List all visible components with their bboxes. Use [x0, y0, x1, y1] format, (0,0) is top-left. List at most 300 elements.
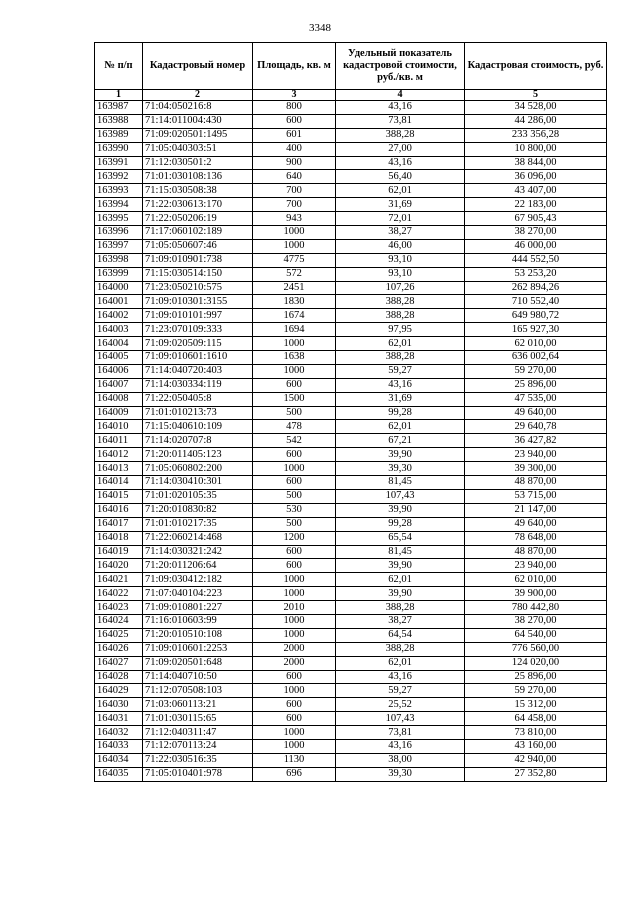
area-value: 600: [253, 448, 336, 462]
cadastral-number: 71:20:010830:82: [143, 503, 253, 517]
cadastral-number: 71:14:040710:50: [143, 670, 253, 684]
row-index: 163998: [95, 253, 143, 267]
cadastral-value: 48 870,00: [465, 545, 607, 559]
row-index: 164014: [95, 476, 143, 490]
table-row: [95, 767, 607, 781]
row-index: 163991: [95, 156, 143, 170]
table-row: [95, 712, 607, 726]
column-number-row: [95, 90, 607, 101]
table-header: [95, 43, 607, 101]
table-row: [95, 670, 607, 684]
area-value: 696: [253, 767, 336, 781]
unit-rate-value: 43,16: [336, 156, 465, 170]
area-value: 600: [253, 114, 336, 128]
header-area: Площадь, кв. м: [253, 43, 336, 90]
area-value: 600: [253, 476, 336, 490]
table-row: [95, 698, 607, 712]
unit-rate-value: 38,00: [336, 753, 465, 767]
unit-rate-value: 64,54: [336, 628, 465, 642]
cadastral-value: 165 927,30: [465, 323, 607, 337]
table-row: [95, 503, 607, 517]
area-value: 601: [253, 128, 336, 142]
unit-rate-value: 31,69: [336, 392, 465, 406]
area-value: 1200: [253, 531, 336, 545]
cadastral-value: 10 800,00: [465, 142, 607, 156]
row-index: 163993: [95, 184, 143, 198]
cadastral-value: 38 844,00: [465, 156, 607, 170]
area-value: 1000: [253, 337, 336, 351]
cadastral-number: 71:05:040303:51: [143, 142, 253, 156]
table-row: [95, 656, 607, 670]
row-index: 164007: [95, 378, 143, 392]
row-index: 164028: [95, 670, 143, 684]
cadastral-number: 71:12:040311:47: [143, 726, 253, 740]
table-row: [95, 587, 607, 601]
table-row: [95, 489, 607, 503]
table-row: [95, 170, 607, 184]
area-value: 1000: [253, 628, 336, 642]
unit-rate-value: 62,01: [336, 420, 465, 434]
area-value: 640: [253, 170, 336, 184]
table-row: [95, 337, 607, 351]
row-index: 164000: [95, 281, 143, 295]
area-value: 400: [253, 142, 336, 156]
row-index: 164005: [95, 351, 143, 365]
cadastral-value: 64 540,00: [465, 628, 607, 642]
unit-rate-value: 388,28: [336, 601, 465, 615]
cadastral-number: 71:09:010901:738: [143, 253, 253, 267]
cadastral-value: 62 010,00: [465, 573, 607, 587]
unit-rate-value: 38,27: [336, 614, 465, 628]
row-index: 163990: [95, 142, 143, 156]
row-index: 164009: [95, 406, 143, 420]
row-index: 164018: [95, 531, 143, 545]
unit-rate-value: 93,10: [336, 253, 465, 267]
header-row: [95, 43, 607, 90]
cadastral-value: 46 000,00: [465, 239, 607, 253]
cadastral-value: 25 896,00: [465, 670, 607, 684]
area-value: 1830: [253, 295, 336, 309]
area-value: 1000: [253, 239, 336, 253]
table-row: [95, 309, 607, 323]
cadastral-value: 64 458,00: [465, 712, 607, 726]
row-index: 164024: [95, 614, 143, 628]
row-index: 163992: [95, 170, 143, 184]
cadastral-value: 38 270,00: [465, 226, 607, 240]
area-value: 600: [253, 698, 336, 712]
cadastral-number: 71:20:011405:123: [143, 448, 253, 462]
area-value: 4775: [253, 253, 336, 267]
unit-rate-value: 27,00: [336, 142, 465, 156]
area-value: 600: [253, 378, 336, 392]
area-value: 600: [253, 670, 336, 684]
table-row: [95, 531, 607, 545]
row-index: 164013: [95, 462, 143, 476]
cadastral-number: 71:07:040104:223: [143, 587, 253, 601]
table-row: [95, 406, 607, 420]
area-value: 1638: [253, 351, 336, 365]
cadastral-value: 43 407,00: [465, 184, 607, 198]
cadastral-number: 71:23:050210:575: [143, 281, 253, 295]
table-body: [95, 101, 607, 782]
row-index: 164030: [95, 698, 143, 712]
cadastral-value: 39 300,00: [465, 462, 607, 476]
unit-rate-value: 107,26: [336, 281, 465, 295]
row-index: 164032: [95, 726, 143, 740]
column-number: 5: [465, 90, 607, 101]
table-row: [95, 642, 607, 656]
cadastral-number: 71:22:030516:35: [143, 753, 253, 767]
cadastral-value: 27 352,80: [465, 767, 607, 781]
table-row: [95, 267, 607, 281]
cadastral-value: 53 253,20: [465, 267, 607, 281]
cadastral-number: 71:01:020105:35: [143, 489, 253, 503]
table-row: [95, 684, 607, 698]
area-value: 1694: [253, 323, 336, 337]
area-value: 2000: [253, 656, 336, 670]
area-value: 500: [253, 406, 336, 420]
cadastral-number: 71:09:020501:648: [143, 656, 253, 670]
row-index: 164031: [95, 712, 143, 726]
cadastral-number: 71:16:010603:99: [143, 614, 253, 628]
row-index: 163997: [95, 239, 143, 253]
table-row: [95, 128, 607, 142]
area-value: 1000: [253, 684, 336, 698]
cadastral-number: 71:23:070109:333: [143, 323, 253, 337]
cadastral-value: 15 312,00: [465, 698, 607, 712]
unit-rate-value: 99,28: [336, 517, 465, 531]
cadastral-value: 636 002,64: [465, 351, 607, 365]
cadastral-number: 71:05:060802:200: [143, 462, 253, 476]
area-value: 2451: [253, 281, 336, 295]
row-index: 164016: [95, 503, 143, 517]
row-index: 163987: [95, 101, 143, 115]
unit-rate-value: 107,43: [336, 489, 465, 503]
unit-rate-value: 46,00: [336, 239, 465, 253]
cadastral-number: 71:01:030115:65: [143, 712, 253, 726]
page-number: 3348: [309, 22, 331, 34]
unit-rate-value: 43,16: [336, 378, 465, 392]
table-row: [95, 239, 607, 253]
unit-rate-value: 38,27: [336, 226, 465, 240]
row-index: 164023: [95, 601, 143, 615]
cadastral-value: 43 160,00: [465, 739, 607, 753]
row-index: 164002: [95, 309, 143, 323]
table-row: [95, 364, 607, 378]
row-index: 164029: [95, 684, 143, 698]
unit-rate-value: 93,10: [336, 267, 465, 281]
table-row: [95, 198, 607, 212]
cadastral-value: 78 648,00: [465, 531, 607, 545]
row-index: 164027: [95, 656, 143, 670]
area-value: 900: [253, 156, 336, 170]
table-row: [95, 462, 607, 476]
cadastral-value: 53 715,00: [465, 489, 607, 503]
row-index: 164001: [95, 295, 143, 309]
unit-rate-value: 62,01: [336, 184, 465, 198]
area-value: 1000: [253, 726, 336, 740]
cadastral-number: 71:09:010801:227: [143, 601, 253, 615]
row-index: 164011: [95, 434, 143, 448]
row-index: 163994: [95, 198, 143, 212]
table-row: [95, 420, 607, 434]
unit-rate-value: 39,30: [336, 462, 465, 476]
table-row: [95, 253, 607, 267]
cadastral-number: 71:20:010510:108: [143, 628, 253, 642]
cadastral-number: 71:12:070508:103: [143, 684, 253, 698]
table-row: [95, 739, 607, 753]
row-index: 163989: [95, 128, 143, 142]
row-index: 164004: [95, 337, 143, 351]
table-row: [95, 351, 607, 365]
cadastral-number: 71:14:030334:119: [143, 378, 253, 392]
table-row: [95, 226, 607, 240]
row-index: 163996: [95, 226, 143, 240]
row-index: 164021: [95, 573, 143, 587]
area-value: 2000: [253, 642, 336, 656]
cadastral-number: 71:14:030410:301: [143, 476, 253, 490]
cadastral-value: 59 270,00: [465, 684, 607, 698]
area-value: 600: [253, 712, 336, 726]
cadastral-number: 71:09:010601:2253: [143, 642, 253, 656]
cadastral-value: 48 870,00: [465, 476, 607, 490]
unit-rate-value: 39,90: [336, 448, 465, 462]
row-index: 163999: [95, 267, 143, 281]
row-index: 163988: [95, 114, 143, 128]
cadastral-value: 233 356,28: [465, 128, 607, 142]
unit-rate-value: 99,28: [336, 406, 465, 420]
table-row: [95, 559, 607, 573]
unit-rate-value: 81,45: [336, 476, 465, 490]
area-value: 1000: [253, 462, 336, 476]
area-value: 700: [253, 184, 336, 198]
table-row: [95, 545, 607, 559]
cadastral-number: 71:12:070113:24: [143, 739, 253, 753]
header-cadastral-number: Кадастровый номер: [143, 43, 253, 90]
unit-rate-value: 388,28: [336, 295, 465, 309]
unit-rate-value: 388,28: [336, 642, 465, 656]
table-row: [95, 184, 607, 198]
header-cadastral-value: Кадастровая стоимость, руб.: [465, 43, 607, 90]
unit-rate-value: 62,01: [336, 573, 465, 587]
area-value: 1000: [253, 587, 336, 601]
area-value: 2010: [253, 601, 336, 615]
cadastral-value: 29 640,78: [465, 420, 607, 434]
table-row: [95, 628, 607, 642]
unit-rate-value: 39,90: [336, 503, 465, 517]
row-index: 164008: [95, 392, 143, 406]
row-index: 164015: [95, 489, 143, 503]
table-row: [95, 212, 607, 226]
header-index: № п/п: [95, 43, 143, 90]
cadastral-number: 71:09:030412:182: [143, 573, 253, 587]
table-row: [95, 114, 607, 128]
cadastral-value: 38 270,00: [465, 614, 607, 628]
cadastral-number: 71:04:050216:8: [143, 101, 253, 115]
unit-rate-value: 25,52: [336, 698, 465, 712]
unit-rate-value: 59,27: [336, 364, 465, 378]
cadastral-value: 22 183,00: [465, 198, 607, 212]
cadastral-value: 42 940,00: [465, 753, 607, 767]
table-row: [95, 753, 607, 767]
row-index: 164017: [95, 517, 143, 531]
unit-rate-value: 31,69: [336, 198, 465, 212]
row-index: 164012: [95, 448, 143, 462]
header-unit-rate: Удельный показатель кадастровой стоимости, руб./кв. м: [336, 43, 465, 90]
table-row: [95, 281, 607, 295]
cadastral-value: 73 810,00: [465, 726, 607, 740]
cadastral-number: 71:09:010601:1610: [143, 351, 253, 365]
table-row: [95, 156, 607, 170]
row-index: 163995: [95, 212, 143, 226]
cadastral-value-table: [94, 42, 607, 782]
area-value: 1130: [253, 753, 336, 767]
cadastral-number: 71:09:010301:3155: [143, 295, 253, 309]
area-value: 600: [253, 545, 336, 559]
cadastral-value: 39 900,00: [465, 587, 607, 601]
table-row: [95, 434, 607, 448]
area-value: 530: [253, 503, 336, 517]
cadastral-value: 710 552,40: [465, 295, 607, 309]
area-value: 572: [253, 267, 336, 281]
cadastral-value: 44 286,00: [465, 114, 607, 128]
unit-rate-value: 73,81: [336, 114, 465, 128]
unit-rate-value: 43,16: [336, 101, 465, 115]
cadastral-number: 71:05:050607:46: [143, 239, 253, 253]
unit-rate-value: 59,27: [336, 684, 465, 698]
cadastral-number: 71:09:020501:1495: [143, 128, 253, 142]
row-index: 164034: [95, 753, 143, 767]
area-value: 1000: [253, 226, 336, 240]
cadastral-number: 71:14:011004:430: [143, 114, 253, 128]
cadastral-number: 71:01:030108:136: [143, 170, 253, 184]
unit-rate-value: 62,01: [336, 337, 465, 351]
cadastral-value: 59 270,00: [465, 364, 607, 378]
area-value: 1000: [253, 614, 336, 628]
cadastral-value: 36 427,82: [465, 434, 607, 448]
unit-rate-value: 39,30: [336, 767, 465, 781]
row-index: 164035: [95, 767, 143, 781]
row-index: 164010: [95, 420, 143, 434]
cadastral-number: 71:01:010217:35: [143, 517, 253, 531]
row-index: 164019: [95, 545, 143, 559]
cadastral-value: 444 552,50: [465, 253, 607, 267]
cadastral-number: 71:15:030508:38: [143, 184, 253, 198]
cadastral-number: 71:03:060113:21: [143, 698, 253, 712]
area-value: 1000: [253, 739, 336, 753]
area-value: 800: [253, 101, 336, 115]
cadastral-value: 649 980,72: [465, 309, 607, 323]
column-number: 4: [336, 90, 465, 101]
row-index: 164003: [95, 323, 143, 337]
row-index: 164033: [95, 739, 143, 753]
cadastral-value: 780 442,80: [465, 601, 607, 615]
unit-rate-value: 43,16: [336, 670, 465, 684]
unit-rate-value: 73,81: [336, 726, 465, 740]
table-row: [95, 517, 607, 531]
row-index: 164026: [95, 642, 143, 656]
table-row: [95, 448, 607, 462]
unit-rate-value: 388,28: [336, 309, 465, 323]
cadastral-value: 23 940,00: [465, 559, 607, 573]
cadastral-number: 71:22:050206:19: [143, 212, 253, 226]
cadastral-number: 71:17:060102:189: [143, 226, 253, 240]
area-value: 500: [253, 517, 336, 531]
cadastral-value: 49 640,00: [465, 406, 607, 420]
column-number: 1: [95, 90, 143, 101]
cadastral-value: 124 020,00: [465, 656, 607, 670]
row-index: 164006: [95, 364, 143, 378]
area-value: 542: [253, 434, 336, 448]
row-index: 164025: [95, 628, 143, 642]
area-value: 1000: [253, 573, 336, 587]
cadastral-number: 71:20:011206:64: [143, 559, 253, 573]
cadastral-value: 34 528,00: [465, 101, 607, 115]
unit-rate-value: 43,16: [336, 739, 465, 753]
table-row: [95, 378, 607, 392]
unit-rate-value: 72,01: [336, 212, 465, 226]
area-value: 700: [253, 198, 336, 212]
table-row: [95, 392, 607, 406]
cadastral-value: 67 905,43: [465, 212, 607, 226]
unit-rate-value: 67,21: [336, 434, 465, 448]
unit-rate-value: 62,01: [336, 656, 465, 670]
unit-rate-value: 388,28: [336, 128, 465, 142]
table-row: [95, 142, 607, 156]
area-value: 600: [253, 559, 336, 573]
table-row: [95, 573, 607, 587]
row-index: 164022: [95, 587, 143, 601]
cadastral-number: 71:05:010401:978: [143, 767, 253, 781]
unit-rate-value: 388,28: [336, 351, 465, 365]
table-row: [95, 295, 607, 309]
cadastral-number: 71:12:030501:2: [143, 156, 253, 170]
unit-rate-value: 39,90: [336, 559, 465, 573]
cadastral-value: 776 560,00: [465, 642, 607, 656]
cadastral-value: 262 894,26: [465, 281, 607, 295]
cadastral-number: 71:15:040610:109: [143, 420, 253, 434]
area-value: 500: [253, 489, 336, 503]
unit-rate-value: 39,90: [336, 587, 465, 601]
column-number: 2: [143, 90, 253, 101]
column-number: 3: [253, 90, 336, 101]
cadastral-value: 25 896,00: [465, 378, 607, 392]
unit-rate-value: 56,40: [336, 170, 465, 184]
table-row: [95, 476, 607, 490]
row-index: 164020: [95, 559, 143, 573]
table-row: [95, 101, 607, 115]
area-value: 1000: [253, 364, 336, 378]
cadastral-value: 36 096,00: [465, 170, 607, 184]
cadastral-number: 71:14:040720:403: [143, 364, 253, 378]
cadastral-value: 21 147,00: [465, 503, 607, 517]
cadastral-number: 71:09:020509:115: [143, 337, 253, 351]
unit-rate-value: 81,45: [336, 545, 465, 559]
cadastral-number: 71:01:010213:73: [143, 406, 253, 420]
cadastral-number: 71:14:030321:242: [143, 545, 253, 559]
cadastral-number: 71:22:050405:8: [143, 392, 253, 406]
table-row: [95, 726, 607, 740]
area-value: 1674: [253, 309, 336, 323]
cadastral-number: 71:22:030613:170: [143, 198, 253, 212]
cadastral-number: 71:22:060214:468: [143, 531, 253, 545]
area-value: 1500: [253, 392, 336, 406]
cadastral-value: 49 640,00: [465, 517, 607, 531]
table-row: [95, 614, 607, 628]
cadastral-value: 47 535,00: [465, 392, 607, 406]
cadastral-number: 71:15:030514:150: [143, 267, 253, 281]
table-row: [95, 601, 607, 615]
